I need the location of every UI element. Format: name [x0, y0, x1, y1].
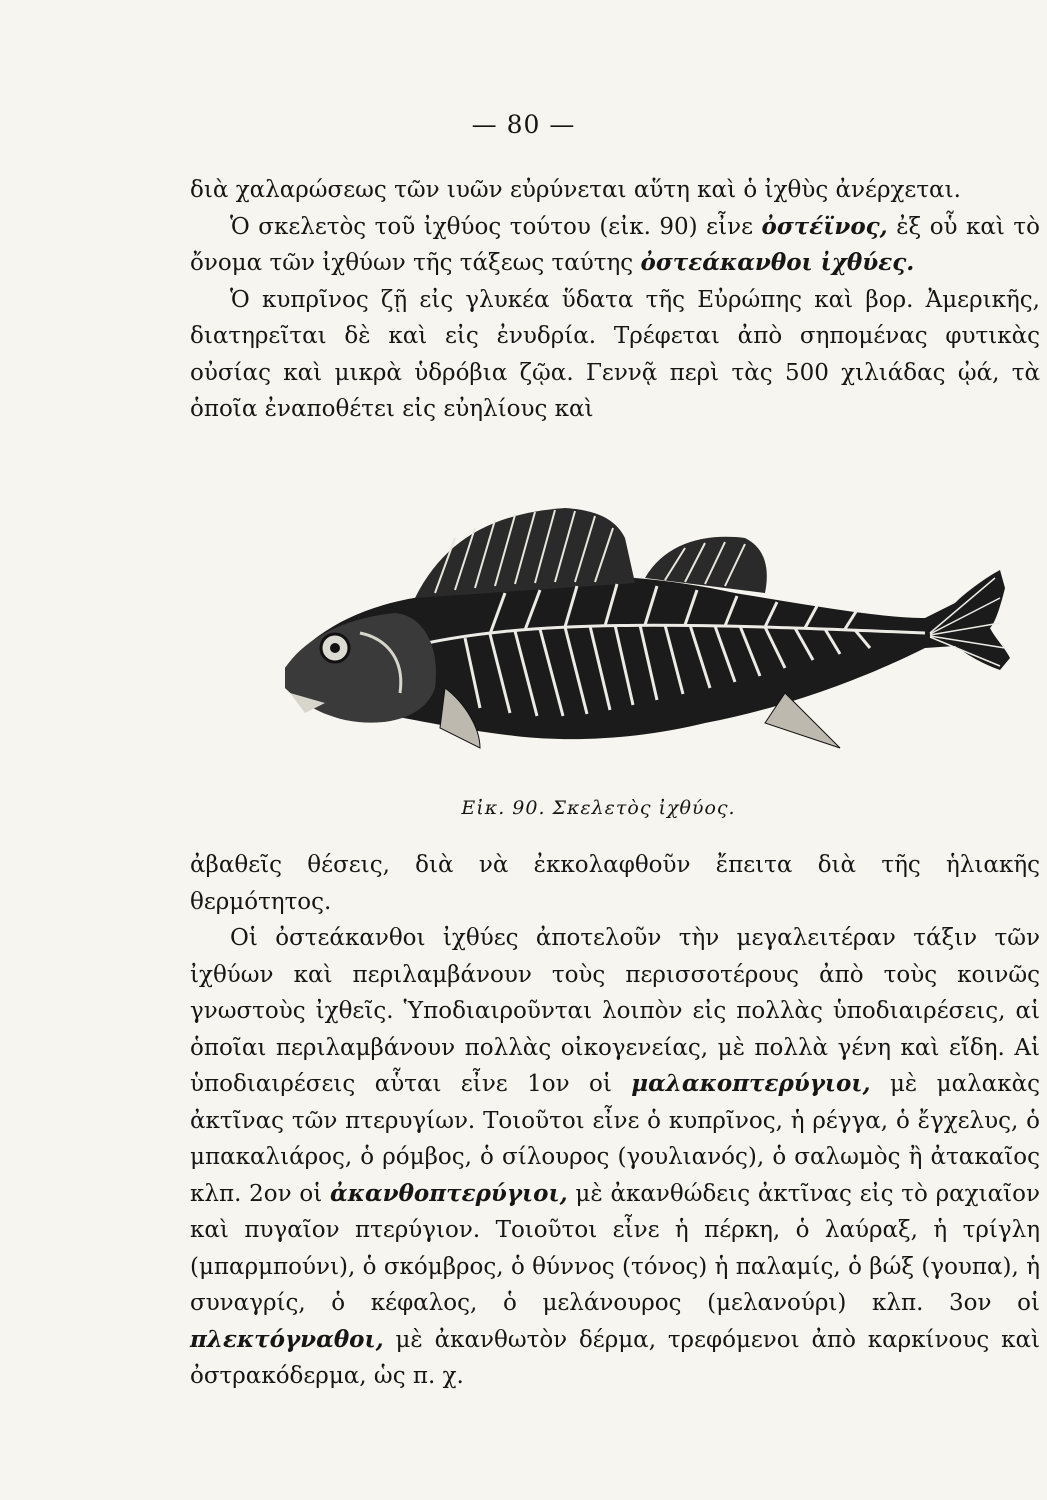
fish-skeleton-illustration: [265, 498, 1047, 798]
paragraph: διὰ χαλαρώσεως τῶν ιυῶν εὐρύνεται αὕτη καὶ ὁ ἰχθὺς ἀνέρχεται.: [190, 177, 961, 203]
bold-term: ὀστέϊνος,: [761, 212, 888, 240]
paragraph: [190, 920, 1040, 1395]
text-run: μὲ ἀκανθωτὸν δέρμα, τρεφόμενοι ἀπὸ καρκίνους καὶ ὀστρακόδερμα, ὡς π. χ.: [190, 1326, 1040, 1389]
text-block-bottom: [190, 847, 1040, 1395]
page-number: — 80 —: [471, 110, 576, 139]
bold-term: ἀκανθοπτερύγιοι,: [330, 1179, 568, 1207]
bold-term: πλεκτόγναθοι,: [190, 1325, 384, 1353]
bold-term: μαλακοπτερύγιοι,: [631, 1070, 871, 1097]
text-run: μὲ ἀκανθώδεις ἀκτῖνας εἰς τὸ ραχιαῖον καὶ πυγαῖον πτερύγιον. Τοιοῦτοι εἶνε ἡ πέρκη, ὁ λαύραξ, ἡ τρίγλη (μπαρμπούνι), ὁ σκόμβρος, ὁ θύννος (τόνος) ἡ παλαμίς, ὁ βώξ (γουπα), ἡ συναγρίς, ὁ κέφαλος, ὁ μελάνουρος (μελανούρι) κλπ. 3ον οἱ: [190, 1180, 1040, 1316]
figure-caption: Εἰκ. 90. Σκελετὸς ἰχθύος.: [461, 797, 736, 819]
paragraph: ἀβαθεῖς θέσεις, διὰ νὰ ἐκκολαφθοῦν ἔπειτα διὰ τῆς ἡλιακῆς θερμότητος.: [190, 852, 1040, 915]
dorsal-fin: [415, 508, 635, 598]
paragraph: Ὁ κυπρῖνος ζῇ εἰς γλυκέα ὕδατα τῆς Εὐρώπης καὶ βορ. Ἀμερικῆς, διατηρεῖται δὲ καὶ εἰς ἐνυδρία. Τρέφεται ἀπὸ σηπομένας φυτικὰς οὐσίας καὶ μικρὰ ὑδρόβια ζῷα. Γεννᾷ περὶ τὰς 500 χιλιάδας ᾠά, τὰ ὁποῖα ἐναποθέτει εἰς εὐηλίους καὶ: [190, 286, 1040, 422]
paragraph: [190, 209, 1040, 282]
fish-skeleton-figure: [265, 498, 1047, 798]
text-run: ἐξ οὗ καὶ τὸ ὄνομα τῶν ἰχθύων τῆς τάξεως ταύτης: [190, 213, 1040, 276]
text-run: Ὁ σκελετὸς τοῦ ἰχθύος τούτου (εἰκ. 90) εἶνε: [230, 213, 753, 240]
text-run: μὲ μαλακὰς ἀκτῖνας τῶν πτερυγίων. Τοιοῦτοι εἶνε ὁ κυπρῖνος, ἡ ρέγγα, ὁ ἔγχελυς, ὁ μπακαλιάρος, ὁ ρόμβος, ὁ σίλουρος (γουλιανός), ὁ σαλωμὸς ἢ ἀτακαῖος κλπ. 2ον οἱ: [190, 1071, 1040, 1207]
text-block-top: [190, 172, 1040, 428]
bold-term: ὀστεάκανθοι ἰχθύες.: [640, 249, 915, 276]
text-run: Οἱ ὀστεάκανθοι ἰχθύες ἀποτελοῦν τὴν μεγαλειτέραν τάξιν τῶν ἰχθύων καὶ περιλαμβάνουν τοὺς περισσοτέρους ἀπὸ τοὺς κοινῶς γνωστοὺς ἰχθεῖς. Ὑποδιαιροῦνται λοιπὸν εἰς πολλὰς ὑποδιαιρέσεις, αἱ ὁποῖαι περιλαμβάνουν πολλὰς οἰκογενείας, μὲ πολλὰ γένη καὶ εἴδη. Αἱ ὑποδιαιρέσεις αὗται εἶνε 1ον οἱ: [190, 925, 1040, 1097]
